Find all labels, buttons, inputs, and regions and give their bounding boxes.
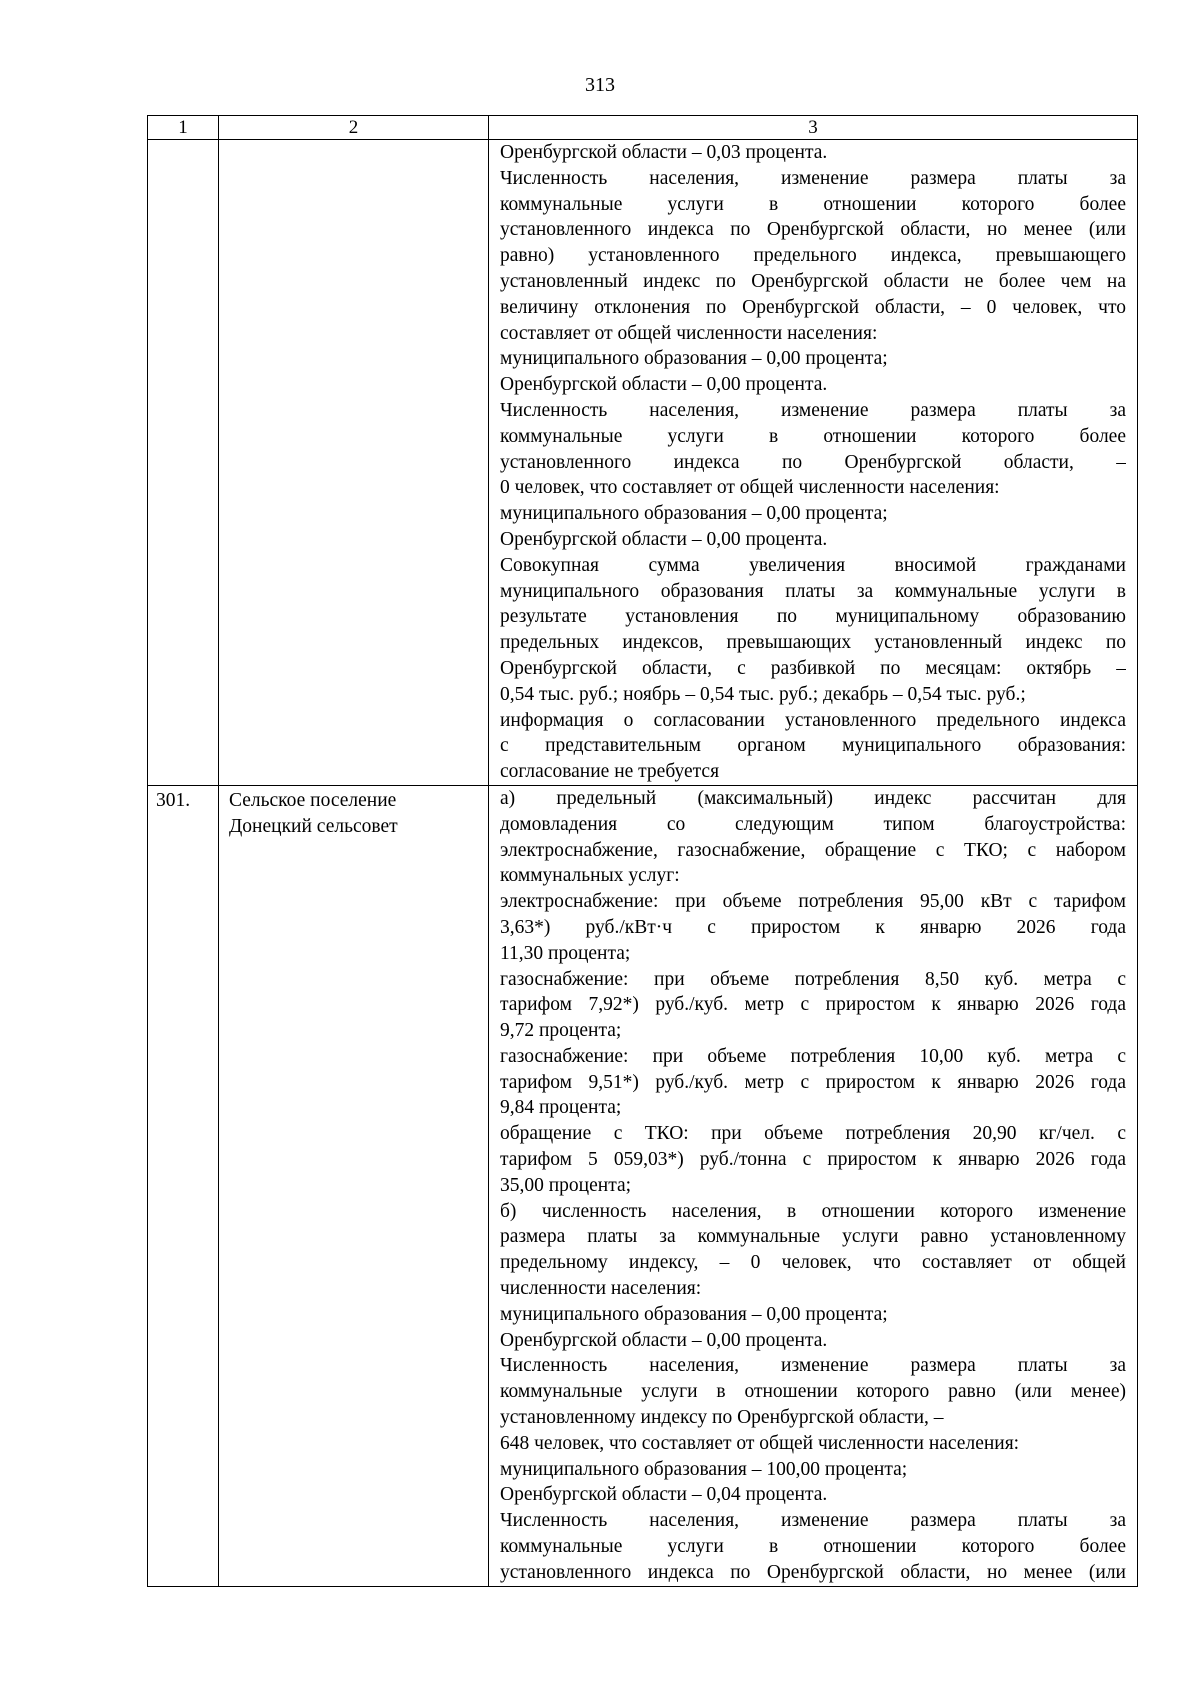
text-line: а) предельный (максимальный) индекс рассчитан для <box>500 787 1126 809</box>
column-header-3: 3 <box>489 116 1138 140</box>
text-line: Оренбургской области – 0,00 процента. <box>500 528 828 550</box>
text-line: результате установления по муниципальному образованию <box>500 606 1126 628</box>
text-line: коммунальные услуги в отношении которого равно (или менее) <box>500 1381 1126 1403</box>
text-line: предельных индексов, превышающих установленный индекс по <box>500 632 1126 654</box>
text-line: 648 человек, что составляет от общей численности населения: <box>500 1432 1020 1454</box>
text-line: домовладения со следующим типом благоустройства: <box>500 813 1126 835</box>
text-line: 9,84 процента; <box>500 1097 622 1119</box>
text-line: 11,30 процента; <box>500 942 631 964</box>
text-line: коммунальные услуги в отношении которого более <box>500 193 1126 215</box>
text-line: тарифом 7,92*) руб./куб. метр с приростом к январю 2026 года <box>500 994 1126 1016</box>
text-line: составляет от общей численности населения: <box>500 322 878 344</box>
text-line: коммунальные услуги в отношении которого более <box>500 425 1126 447</box>
text-line: 3,63*) руб./кВт·ч с приростом к январю 2026 года <box>500 916 1126 938</box>
text-line: электроснабжение, газоснабжение, обращение с ТКО; с набором <box>500 839 1126 861</box>
description-cell <box>489 140 1138 786</box>
text-line: муниципального образования платы за коммунальные услуги в <box>500 580 1126 602</box>
text-line: тарифом 5 059,03*) руб./тонна с приростом к январю 2026 года <box>500 1149 1126 1171</box>
text-line: с представительным органом муниципального образования: <box>500 735 1126 757</box>
text-line: электроснабжение: при объеме потребления 95,00 кВт с тарифом <box>500 891 1126 913</box>
text-line: установленного индекса по Оренбургской области, но менее (или <box>500 1561 1126 1583</box>
settlement-name-line: Сельское поселение <box>229 789 397 811</box>
text-line: Оренбургской области – 0,00 процента. <box>500 374 828 396</box>
text-line: Численность населения, изменение размера платы за <box>500 399 1126 421</box>
text-line: численности населения: <box>500 1278 702 1300</box>
settlement-name-line: Донецкий сельсовет <box>229 815 398 837</box>
text-line: Оренбургской области – 0,00 процента. <box>500 1329 828 1351</box>
text-line: размера платы за коммунальные услуги равно установленному <box>500 1226 1126 1248</box>
text-line: информация о согласовании установленного предельного индекса <box>500 709 1126 731</box>
text-line: муниципального образования – 100,00 процента; <box>500 1458 908 1480</box>
table-row <box>148 785 1138 1586</box>
text-line: Совокупная сумма увеличения вносимой гражданами <box>500 554 1126 576</box>
text-line: 9,72 процента; <box>500 1020 622 1042</box>
text-line: равно) установленного предельного индекса, превышающего <box>500 245 1126 267</box>
text-line: согласование не требуется <box>500 761 720 783</box>
text-line: муниципального образования – 0,00 процента; <box>500 503 888 525</box>
text-line: Оренбургской области – 0,04 процента. <box>500 1484 828 1506</box>
text-line: Оренбургской области, с разбивкой по месяцам: октябрь – <box>500 657 1126 679</box>
text-line: коммунальных услуг: <box>500 865 680 887</box>
text-line: 35,00 процента; <box>500 1174 632 1196</box>
text-line: Численность населения, изменение размера платы за <box>500 1355 1126 1377</box>
text-line: 0,54 тыс. руб.; ноябрь – 0,54 тыс. руб.; декабрь – 0,54 тыс. руб.; <box>500 683 1026 705</box>
settlement-name-cell <box>219 140 489 786</box>
text-line: коммунальные услуги в отношении которого более <box>500 1536 1126 1558</box>
text-line: б) численность населения, в отношении которого изменение <box>500 1200 1126 1222</box>
text-line: тарифом 9,51*) руб./куб. метр с приростом к январю 2026 года <box>500 1071 1126 1093</box>
column-header-1: 1 <box>148 116 219 140</box>
text-line: установленному индексу по Оренбургской области, – <box>500 1407 944 1429</box>
description-cell <box>489 785 1138 1586</box>
text-line: установленного индекса по Оренбургской области, – <box>500 451 1126 473</box>
column-header-2: 2 <box>219 116 489 140</box>
text-line: величину отклонения по Оренбургской области, – 0 человек, что <box>500 296 1126 318</box>
text-line: предельному индексу, – 0 человек, что составляет от общей <box>500 1252 1126 1274</box>
row-number-cell: 301. <box>148 785 219 1586</box>
text-line: Численность населения, изменение размера платы за <box>500 167 1126 189</box>
text-line: установленного индекса по Оренбургской области, но менее (или <box>500 219 1126 241</box>
page-number: 313 <box>585 74 615 96</box>
text-line: газоснабжение: при объеме потребления 10,00 куб. метра с <box>500 1045 1126 1067</box>
row-number-cell <box>148 140 219 786</box>
text-line: Оренбургской области – 0,03 процента. <box>500 142 828 163</box>
text-line: муниципального образования – 0,00 процента; <box>500 348 888 370</box>
text-line: установленный индекс по Оренбургской области не более чем на <box>500 270 1126 292</box>
text-line: газоснабжение: при объеме потребления 8,50 куб. метра с <box>500 968 1126 990</box>
table-header-row <box>148 116 1138 140</box>
settlement-name-cell <box>219 785 489 1586</box>
text-line: 0 человек, что составляет от общей численности населения: <box>500 477 1000 499</box>
text-line: Численность населения, изменение размера платы за <box>500 1510 1126 1532</box>
data-table <box>147 115 1138 1587</box>
text-line: обращение с ТКО: при объеме потребления 20,90 кг/чел. с <box>500 1123 1126 1145</box>
text-line: муниципального образования – 0,00 процента; <box>500 1303 888 1325</box>
table-row <box>148 140 1138 786</box>
